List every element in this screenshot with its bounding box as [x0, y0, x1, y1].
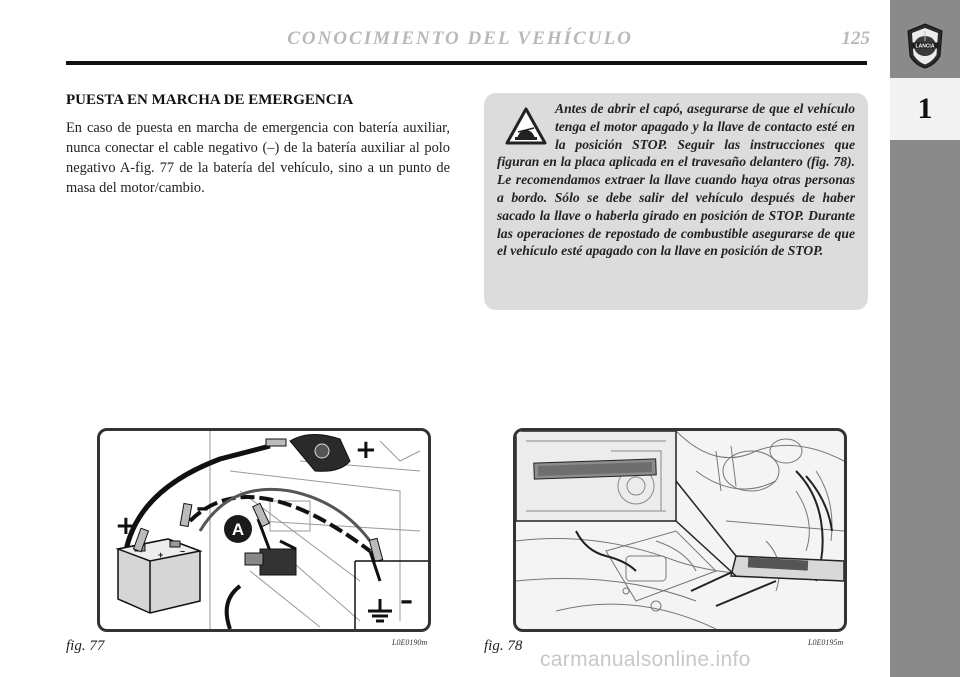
figure-77-code: L0E0190m [392, 638, 428, 647]
aux-battery-icon [118, 539, 200, 613]
page-number: 125 [841, 28, 870, 49]
minus-sign-label-mid: – [196, 493, 209, 523]
figure-77-battery-diagram [97, 428, 431, 632]
chapter-tab [890, 78, 960, 140]
figure-78-hood-diagram [513, 428, 847, 632]
watermark-text: carmanualsonline.info [540, 648, 751, 671]
plus-sign-label-left: + [115, 511, 137, 541]
chapter-number: 1 [917, 92, 933, 125]
header-rule [66, 61, 867, 65]
svg-text:–: – [180, 546, 186, 556]
figure-78-caption: fig. 78 [484, 638, 523, 654]
marker-a-label: A [231, 520, 245, 539]
minus-sign-label-ground: – [400, 586, 413, 616]
figure-77-caption: fig. 77 [66, 638, 105, 654]
svg-text:LANCIA: LANCIA [915, 43, 935, 50]
lancia-logo-icon [905, 22, 945, 70]
jump-start-illustration [100, 431, 428, 629]
warning-triangle-icon [505, 106, 547, 146]
figure-78-code: L0E0195m [808, 638, 844, 647]
warning-text: Antes de abrir el capó, asegurarse de que el vehículo tenga el motor apagado y la llave de contacto esté en la posición STOP. Seguir las instrucciones que figuran en la placa aplicada en el travesaño delantero (fig. 78). Le recomendamos extraer la llave cuando haya otras personas a bordo. Sólo se debe salir del vehículo después de haber sacado la llave o haberla girado en posición de STOP. Durante las operaciones de repostado de combustible asegurarse de que el vehículo esté apagado con la llave en posición de STOP. [497, 101, 855, 259]
engine-bay-illustration [516, 431, 844, 629]
section-heading: PUESTA EN MARCHA DE EMERGENCIA [66, 92, 354, 108]
ground-point-inset [355, 561, 428, 629]
vehicle-battery-terminal [245, 541, 296, 575]
plus-sign-label-top: + [355, 435, 377, 465]
chapter-sidebar [890, 0, 960, 677]
warning-box [484, 93, 868, 310]
header-title: CONOCIMIENTO DEL VEHÍCULO [287, 28, 633, 49]
svg-text:+: + [158, 550, 164, 560]
section-paragraph: En caso de puesta en marcha de emergencia con batería auxiliar, nunca conectar el cable negativo (–) de la batería auxiliar al polo negativo A-fig. 77 de la batería del vehículo, sino a un punto de masa del motor/cambio. [66, 120, 450, 196]
